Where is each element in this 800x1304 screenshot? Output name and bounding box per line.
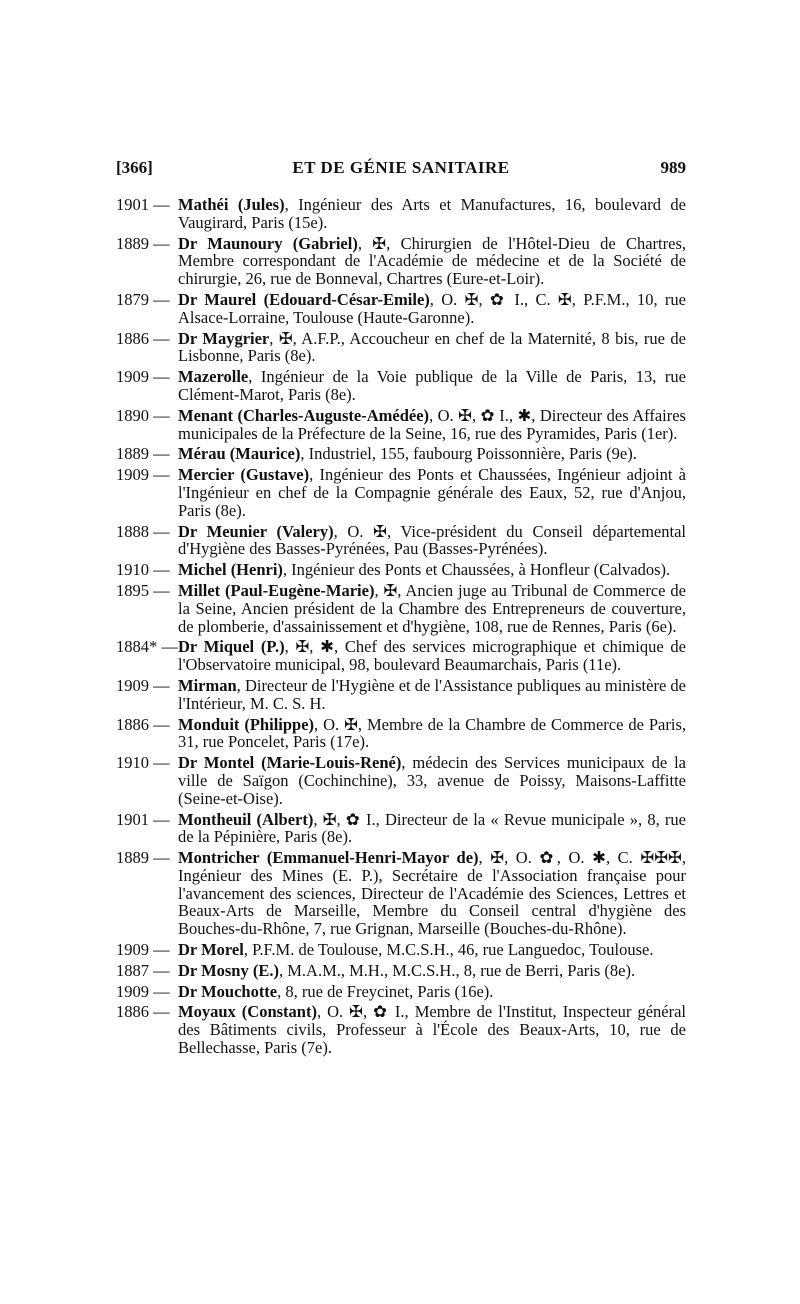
entry-description: , O. ✠, ✿ I., ✱, Directeur des Affaires municipales de la Préfecture de la Seine, 16, rue des Pyramides, Paris (1er). (178, 405, 686, 443)
entry-year: 1886 — (116, 328, 170, 348)
entry-year: 1909 — (116, 367, 170, 387)
entry-description: , O. ✠, ✿ I., C. ✠, P.F.M., 10, rue Alsace-Lorraine, Toulouse (Haute-Garonne). (178, 289, 686, 327)
list-item (116, 638, 686, 674)
list-item (116, 330, 686, 366)
list-item (116, 677, 686, 713)
entry-description: , Ingénieur de la Voie publique de la Ville de Paris, 13, rue Clément-Marot, Paris (8e). (178, 367, 686, 404)
list-item (116, 1003, 686, 1056)
entry-description: , ✠, O. ✿, O. ✱, C. ✠✠✠, Ingénieur des Mines (E. P.), Secrétaire de l'Association française pour l'avancement des sciences, Directeur de l'Académie des Sciences, Lettres et Beaux-Arts de Marseille, Membre du Conseil central d'hygiène des Bouches-du-Rhône, 7, rue Grignan, Marseille (Bouches-du-Rhône). (178, 848, 686, 939)
entry-year: 1910 — (116, 753, 170, 773)
list-item (116, 523, 686, 559)
page-number: 989 (660, 158, 686, 177)
list-item (116, 983, 686, 1001)
entry-description: , Directeur de l'Hygiène et de l'Assistance publiques au ministère de l'Intérieur, M. C. S. H. (178, 675, 686, 713)
entry-name: Dr Morel (178, 940, 244, 960)
entry-name: Michel (Henri) (178, 560, 283, 580)
entry-description: , O. ✠, ✿ I., Membre de l'Institut, Inspecteur général des Bâtiments civils, Professeur à l'École des Beaux-Arts, 10, rue de Bellechasse, Paris (7e). (178, 1002, 686, 1058)
entry-year: 1901 — (116, 195, 170, 214)
list-item (116, 754, 686, 807)
entry-name: Mazerolle (178, 367, 249, 387)
list-item (116, 811, 686, 847)
entry-name: Mathéi (Jules) (178, 195, 285, 214)
entry-name: Dr Mouchotte (178, 981, 278, 1001)
entry-year: 1909 — (116, 981, 170, 1001)
entry-description: , M.A.M., M.H., M.C.S.H., 8, rue de Berri, Paris (8e). (278, 960, 636, 980)
entry-year: 1909 — (116, 675, 170, 695)
page-header (116, 158, 686, 180)
entry-name: Dr Maunoury (Gabriel) (178, 233, 358, 253)
entry-description: , ✠, Chirurgien de l'Hôtel-Dieu de Chartres, Membre correspondant de l'Académie de médecine et de la Société de chirurgie, 26, rue de Bonneval, Chartres (Eure-et-Loir). (178, 233, 687, 289)
entry-name: Moyaux (Constant) (178, 1002, 317, 1022)
entry-name: Monduit (Philippe) (178, 714, 315, 734)
entry-year: 1887 — (116, 960, 170, 980)
entry-description: , ✠, A.F.P., Accoucheur en chef de la Maternité, 8 bis, rue de Lisbonne, Paris (8e). (178, 328, 687, 366)
entry-name: Dr Mosny (E.) (178, 960, 279, 980)
entry-description: , O. ✠, Vice-président du Conseil départemental d'Hygiène des Basses-Pyrénées, Pau (Basses-Pyrénées). (178, 521, 686, 559)
entry-description: , Ingénieur des Ponts et Chaussées, à Honfleur (Calvados). (282, 560, 671, 580)
page-reference: [366] (116, 158, 153, 177)
entry-year: 1888 — (116, 521, 170, 541)
entry-year: 1886 — (116, 714, 170, 734)
list-item (116, 196, 686, 232)
list-item (116, 716, 686, 752)
entry-year: 1910 — (116, 560, 170, 580)
entry-description: , ✠, ✱, Chef des services micrographique et chimique de l'Observatoire municipal, 98, boulevard Beaumarchais, Paris (11e). (178, 637, 686, 675)
running-title: ET DE GÉNIE SANITAIRE (292, 158, 510, 177)
member-list (116, 196, 686, 1060)
entry-year: 1909 — (116, 940, 170, 960)
entry-name: Montheuil (Albert) (178, 809, 314, 829)
entry-name: Millet (Paul-Eugène-Marie) (178, 580, 375, 600)
list-item (116, 368, 686, 404)
entry-name: Mirman (178, 675, 237, 695)
entry-year: 1889 — (116, 233, 170, 253)
entry-description: , Industriel, 155, faubourg Poissonnière, Paris (9e). (300, 444, 637, 464)
entry-name: Dr Meunier (Valery) (178, 521, 334, 541)
entry-name: Dr Miquel (P.) (178, 637, 285, 657)
entry-year: 1886 — (116, 1002, 170, 1022)
list-item (116, 291, 686, 327)
entry-name: Mercier (Gustave) (178, 465, 310, 485)
list-item (116, 407, 686, 443)
list-item (116, 561, 686, 579)
list-item (116, 466, 686, 519)
list-item (116, 962, 686, 980)
list-item (116, 849, 686, 938)
entry-name: Menant (Charles-Auguste-Amédée) (178, 405, 430, 425)
entry-name: Montricher (Emmanuel-Henri-Mayor de) (178, 848, 479, 868)
entry-description: , Ingénieur des Arts et Manufactures, 16, boulevard de Vaugirard, Paris (15e). (178, 195, 686, 232)
entry-year: 1889 — (116, 444, 170, 464)
entry-name: Mérau (Maurice) (178, 444, 301, 464)
entry-year: 1879 — (116, 289, 170, 309)
entry-name: Dr Maygrier (178, 328, 270, 348)
entry-year: 1901 — (116, 809, 170, 829)
entry-description: , médecin des Services municipaux de la ville de Saïgon (Cochinchine), 33, avenue de Poissy, Maisons-Laffitte (Seine-et-Oise). (178, 753, 686, 808)
entry-description: , P.F.M. de Toulouse, M.C.S.H., 46, rue Languedoc, Toulouse. (243, 940, 654, 960)
list-item (116, 582, 686, 635)
entry-description: , 8, rue de Freycinet, Paris (16e). (277, 981, 494, 1001)
list-item (116, 235, 686, 288)
entry-name: Dr Maurel (Edouard-César-Emile) (178, 289, 430, 309)
entry-description: , O. ✠, Membre de la Chambre de Commerce de Paris, 31, rue Poncelet, Paris (17e). (178, 714, 687, 752)
entry-name: Dr Montel (Marie-Louis-René) (178, 753, 402, 773)
entry-description: , ✠, ✿ I., Directeur de la « Revue municipale », 8, rue de la Pépinière, Paris (8e). (178, 809, 686, 847)
entry-year: 1890 — (116, 405, 170, 425)
list-item (116, 445, 686, 463)
entry-year: 1884* — (116, 637, 178, 657)
entry-description: , ✠, Ancien juge au Tribunal de Commerce de la Seine, Ancien président de la Chambre des Entrepreneurs de couverture, de plomberie, d'assainissement et d'hygiène, 108, rue de Rennes, Paris (6e). (178, 580, 686, 636)
entry-description: , Ingénieur des Ponts et Chaussées, Ingénieur adjoint à l'Ingénieur en chef de la Compagnie générale des Eaux, 52, rue d'Anjou, Paris (8e). (178, 465, 686, 520)
list-item (116, 941, 686, 959)
entry-year: 1909 — (116, 465, 170, 485)
entry-year: 1889 — (116, 848, 170, 868)
entry-year: 1895 — (116, 580, 170, 600)
